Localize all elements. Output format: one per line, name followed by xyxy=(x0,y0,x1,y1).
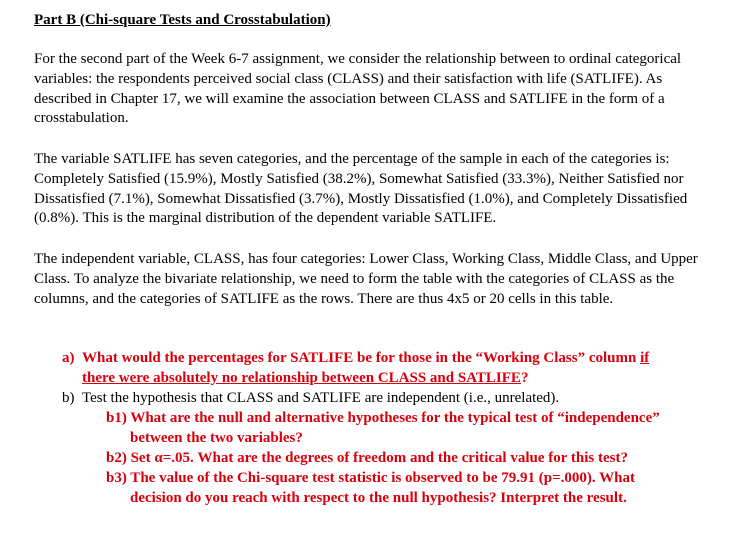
question-b3-line2: decision do you reach with respect to the null hypothesis? Interpret the result. xyxy=(130,490,627,506)
question-b1-line2: between the two variables? xyxy=(130,430,303,446)
question-a-if: if xyxy=(640,350,650,366)
intro-paragraph: For the second part of the Week 6-7 assignment, we consider the relationship between to ordinal categorical variables: the respondents perceived social class (CLASS) and their satisfaction with life (SATLIFE). As described in Chapter 17, we will examine the association between CLASS and SATLIFE in the form of a crosstabulation. xyxy=(34,51,682,127)
question-a-line2 xyxy=(82,369,528,389)
satlife-paragraph: The variable SATLIFE has seven categories, and the percentage of the sample in each of the categories is: Completely Satisfied (15.9%), Mostly Satisfied (38.2%), Somewhat Satisfied (33.3%), Neither Satisfied nor Dissatisfied (7.1%), Somewhat Dissatisfied (3.7%), Mostly Dissatisfied (1.0%), and Completely Dissatisfied (0.8%). This is the marginal distribution of the dependent variable SATLIFE. xyxy=(34,151,688,227)
question-a-text: What would the percentages for SATLIFE be for those in the “Working Class” column xyxy=(82,350,641,366)
question-a-line1 xyxy=(82,349,649,369)
question-b3-line1: b3) The value of the Chi-square test statistic is observed to be 79.91 (p=.000). What xyxy=(106,470,635,486)
question-b1-line1: b1) What are the null and alternative hypotheses for the typical test of “independence” xyxy=(106,410,660,426)
question-b-label: b) xyxy=(62,390,75,406)
class-paragraph: The independent variable, CLASS, has four categories: Lower Class, Working Class, Middle Class, and Upper Class. To analyze the bivariate relationship, we need to form the table with the categories of CLASS as the columns, and the categories of SATLIFE as the rows. There are thus 4x5 or 20 cells in this table. xyxy=(34,251,698,307)
question-b-text: Test the hypothesis that CLASS and SATLIFE are independent (i.e., unrelated). xyxy=(82,390,560,406)
question-a-end: ? xyxy=(520,370,529,386)
question-a-label: a) xyxy=(62,350,75,366)
question-a-condition: there were absolutely no relationship between CLASS and SATLIFE xyxy=(82,370,521,386)
section-heading: Part B (Chi-square Tests and Crosstabulation) xyxy=(34,12,331,28)
question-b2: b2) Set α=.05. What are the degrees of freedom and the critical value for this test? xyxy=(106,450,628,466)
